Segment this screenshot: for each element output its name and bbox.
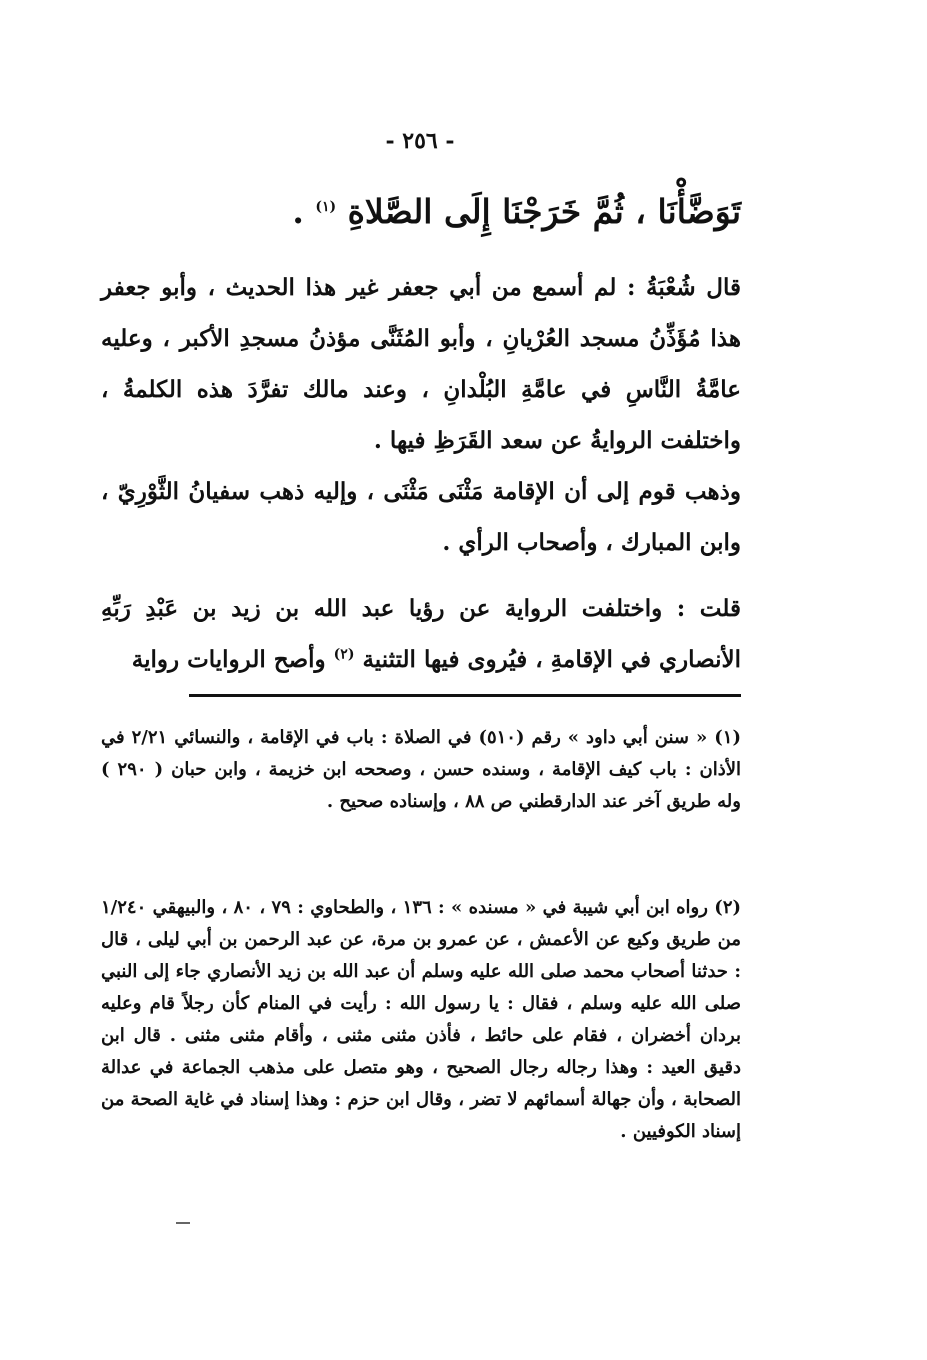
page-number: - ٢٥٦ -: [385, 128, 455, 154]
paragraph-shuba: قال شُعْبَةُ : لم أسمع من أبي جعفر غير هذا الحديث ، وأبو جعفر هذا مُؤَذِّنُ مسجد العُرْيانِ ، وأبو المُثَنَّى مؤذنُ مسجدِ الأكبر ، وعليه عامَّةُ النَّاسِ في عامَّةِ البُلْدانِ ، وعند مالك تفرَّدَ هذه الكلمةُ ، واختلفت الروايةُ عن سعد القَرَظِ فيها .: [101, 274, 741, 454]
print-mark: [176, 1222, 190, 1224]
footnote-ref-1: (١): [315, 199, 337, 215]
paragraph-riwaya-end: وأصح الروايات رواية: [131, 646, 326, 673]
paragraph-riwaya: [101, 583, 741, 685]
hadith-text: تَوَضَّأْنَا ، ثُمَّ خَرَجْنَا إِلَى الصَّلاةِ: [347, 192, 741, 231]
hadith-text-end: .: [292, 192, 304, 231]
footnote-ref-2: (٢): [333, 646, 355, 663]
footnote-1: (١) « سنن أبي داود » رقم (٥١٠) في الصلاة : باب في الإقامة ، والنسائي ٢/٢١ في الأذان : باب كيف الإقامة ، وسنده حسن ، وصححه ابن خزيمة ، وابن حبان ( ٢٩٠ ) وله طريق آخر عند الدارقطني ص ٨٨ ، وإسناده صحيح .: [101, 727, 741, 812]
paragraph-madhab: وذهب قوم إلى أن الإقامة مَثْنَى مَثْنَى ، وإليه ذهب سفيانُ الثَّوْرِيّ ، وابن المبارك ، وأصحاب الرأي .: [101, 478, 741, 556]
footnote-separator: [189, 694, 741, 697]
hadith-text-line: [101, 188, 741, 236]
paragraph-riwaya-start: قلت : واختلفت الرواية عن رؤيا عبد الله بن زيد بن عَبْدِ رَبِّهِ الأنصاري في الإقامةِ ، فيُروى فيها التثنية: [101, 595, 741, 673]
footnote-2: (٢) رواه ابن أبي شيبة في « مسنده » : ١٣٦ ، والطحاوي : ٧٩ ، ٨٠ ، والبيهقي ١/٢٤٠ من طريق وكيع عن الأعمش ، عن عمرو بن مرة، عن عبد الرحمن بن أبي ليلى ، قال : حدثنا أصحاب محمد صلى الله عليه وسلم أن عبد الله بن زيد الأنصاري جاء إلى النبي صلى الله عليه وسلم ، فقال : يا رسول الله : رأيت في المنام كأن رجلاً قام وعليه بردان أخضران ، فقام على حائط ، فأذن مثنى مثنى ، وأقام مثنى مثنى . قال ابن دقيق العيد : وهذا رجاله رجال الصحيح ، وهو متصل على مذهب الجماعة في عدالة الصحابة ، وأن جهالة أسمائهم لا تضر ، وقال ابن حزم : وهذا إسناد في غاية الصحة من إسناد الكوفيين .: [101, 897, 742, 1142]
